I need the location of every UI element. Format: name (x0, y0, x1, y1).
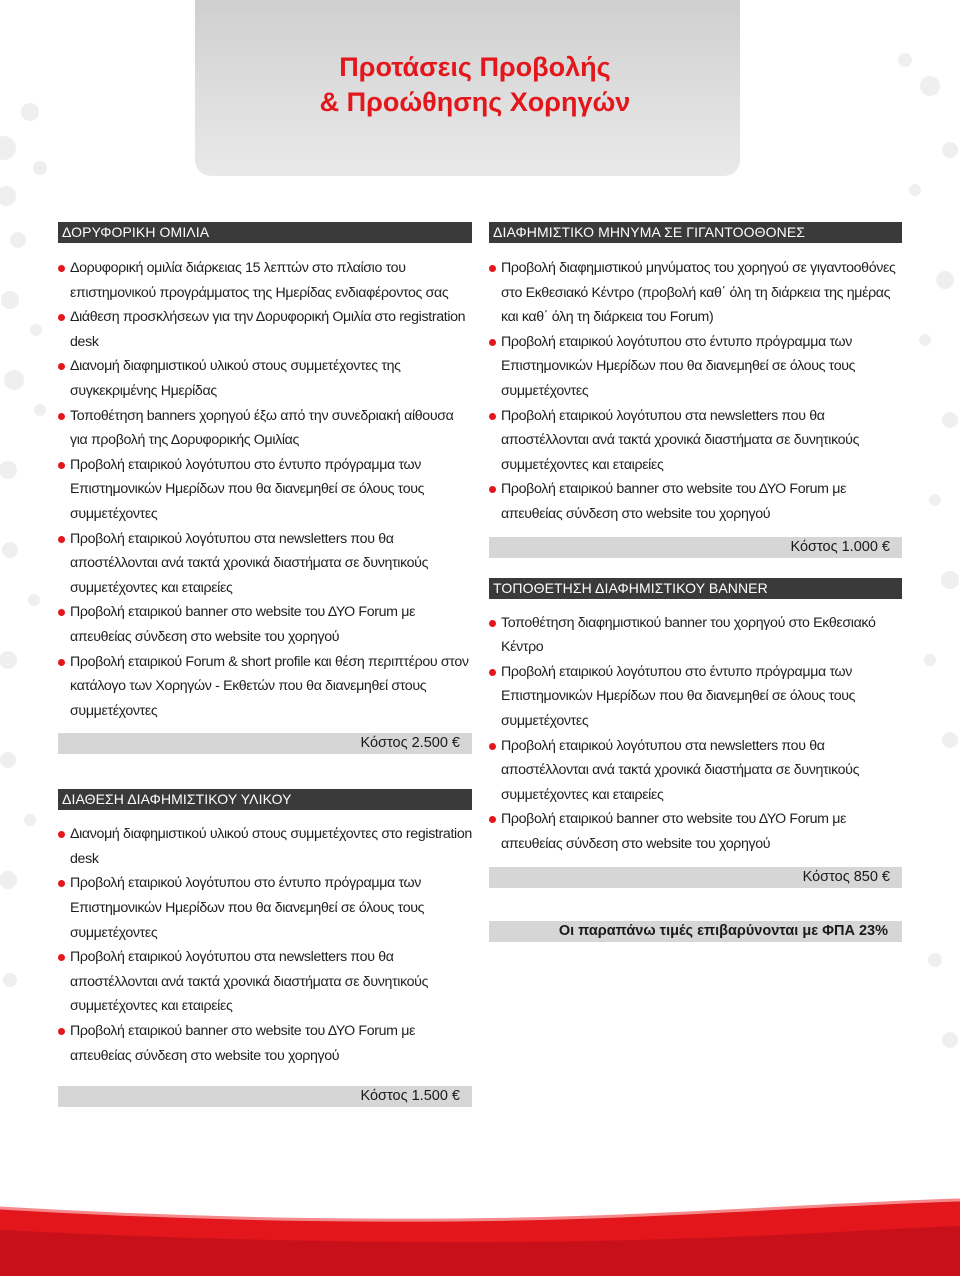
section-satellite-talk (58, 222, 472, 754)
list-item-text: Διάθεση προσκλήσεων για την Δορυφορική Ομιλία στο registration desk (70, 309, 466, 350)
page-title-line-1: Προτάσεις Προβολής (339, 52, 611, 82)
bullet-icon (58, 609, 65, 616)
list-item (58, 305, 472, 354)
bullet-icon (58, 536, 65, 543)
list-item-text: Προβολή εταιρικού λογότυπου στο έντυπο πρόγραμμα των Επιστημονικών Ημερίδων που θα διανεμηθεί σε όλους τους συμμετέχοντες (70, 456, 425, 522)
list-item (58, 404, 472, 453)
section-giant-screens (489, 222, 902, 558)
cost-label: Κόστος 1.500 € (58, 1086, 472, 1107)
list-item-text: Προβολή εταιρικού λογότυπου στο έντυπο πρόγραμμα των Επιστημονικών Ημερίδων που θα διανεμηθεί σε όλους τους συμμετέχοντες (501, 663, 856, 729)
list-item (489, 477, 902, 526)
list-item (489, 256, 902, 330)
list-item (58, 650, 472, 724)
list-item-text: Προβολή εταιρικού banner στο website του ΔΥΟ Forum με απευθείας σύνδεση στο website του χορηγού (501, 481, 847, 522)
cost-label: Κόστος 1.000 € (489, 537, 902, 558)
list-item-text: Προβολή εταιρικού λογότυπου στο έντυπο πρόγραμμα των Επιστημονικών Ημερίδων που θα διανεμηθεί σε όλους τους συμμετέχοντες (501, 333, 856, 399)
list-item-text: Προβολή εταιρικού banner στο website του ΔΥΟ Forum με απευθείας σύνδεση στο website του χορηγού (70, 1023, 416, 1064)
cost-label: Κόστος 850 € (489, 867, 902, 888)
list-item-text: Προβολή εταιρικού banner στο website του ΔΥΟ Forum με απευθείας σύνδεση στο website του χορηγού (70, 604, 416, 645)
bullet-icon (58, 413, 65, 420)
list-item (58, 1019, 472, 1068)
vat-note: Οι παραπάνω τιμές επιβαρύνονται με ΦΠΑ 23% (489, 921, 902, 942)
bullet-icon (58, 954, 65, 961)
bullet-icon (58, 831, 65, 838)
item-list (489, 256, 902, 527)
list-item-text: Δορυφορική ομιλία διάρκειας 15 λεπτών στο πλαίσιο του επιστημονικού προγράμματος της Ημερίδας ενδιαφέροντος σας (70, 260, 449, 301)
bullet-icon (489, 743, 496, 750)
item-list (58, 822, 472, 1068)
list-item-text: Προβολή διαφημιστικού μηνύματος του χορηγού σε γιγαντοοθόνες στο Εκθεσιακό Κέντρο (προβολή καθ΄ όλη τη διάρκεια της ημέρας και καθ΄ όλη τη διάρκεια του Forum) (501, 260, 896, 326)
bullet-icon (58, 1028, 65, 1035)
bullet-icon (489, 265, 496, 272)
section-banner-placement (489, 578, 902, 889)
list-item (489, 660, 902, 734)
right-column (489, 222, 902, 942)
section-promo-material (58, 789, 472, 1107)
list-item (489, 330, 902, 404)
list-item-text: Προβολή εταιρικού λογότυπου στα newsletters που θα αποστέλλονται ανά τακτά χρονικά διαστήματα σε δυνητικούς συμμετέχοντες και εταιρείες (501, 407, 860, 473)
bullet-icon (58, 659, 65, 666)
list-item (489, 611, 902, 660)
list-item (58, 871, 472, 945)
list-item (58, 453, 472, 527)
bullet-icon (58, 880, 65, 887)
bullet-icon (489, 486, 496, 493)
list-item-text: Τοποθέτηση διαφημιστικού banner του χορηγού στο Εκθεσιακό Κέντρο (501, 614, 876, 656)
list-item-text: Τοποθέτηση banners χορηγού έξω από την συνεδριακή αίθουσα για προβολή της Δορυφορικής Ομιλίας (70, 407, 454, 449)
list-item-text: Προβολή εταιρικού λογότυπου στα newsletters που θα αποστέλλονται ανά τακτά χρονικά διαστήματα σε δυνητικούς συμμετέχοντες και εταιρείες (501, 737, 860, 803)
bullet-icon (489, 669, 496, 676)
list-item (58, 945, 472, 1019)
list-item (58, 354, 472, 403)
section-header: ΔΙΑΦΗΜΙΣΤΙΚΟ ΜΗΝΥΜΑ ΣΕ ΓΙΓΑΝΤΟΟΘΟΝΕΣ (489, 222, 902, 243)
bullet-icon (58, 363, 65, 370)
bullet-icon (58, 265, 65, 272)
bottom-wave-decoration (0, 1180, 960, 1276)
list-item-text: Προβολή εταιρικού Forum & short profile και θέση περιπτέρου στον κατάλογο των Χορηγών - Εκθετών που θα διανεμηθεί στους συμμετέχοντες (70, 653, 469, 719)
bullet-icon (489, 620, 496, 627)
list-item-text: Προβολή εταιρικού λογότυπου στα newsletters που θα αποστέλλονται ανά τακτά χρονικά διαστήματα σε δυνητικούς συμμετέχοντες και εταιρείες (70, 530, 429, 596)
left-column (58, 222, 472, 1107)
list-item (489, 734, 902, 808)
list-item (489, 404, 902, 478)
bullet-icon (58, 314, 65, 321)
list-item (58, 256, 472, 305)
list-item-text: Διανομή διαφημιστικού υλικού στους συμμετέχοντες της συγκεκριμένης Ημερίδας (70, 358, 401, 399)
cost-label: Κόστος 2.500 € (58, 733, 472, 754)
bullet-icon (58, 462, 65, 469)
list-item (58, 600, 472, 649)
section-header: ΔΟΡΥΦΟΡΙΚΗ ΟΜΙΛΙΑ (58, 222, 472, 243)
list-item-text: Προβολή εταιρικού λογότυπου στο έντυπο πρόγραμμα των Επιστημονικών Ημερίδων που θα διανεμηθεί σε όλους τους συμμετέχοντες (70, 875, 425, 941)
list-item-text: Προβολή εταιρικού banner στο website του ΔΥΟ Forum με απευθείας σύνδεση στο website του χορηγού (501, 811, 847, 852)
list-item (489, 807, 902, 856)
section-header: ΔΙΑΘΕΣΗ ΔΙΑΦΗΜΙΣΤΙΚΟΥ ΥΛΙΚΟΥ (58, 789, 472, 810)
list-item-text: Προβολή εταιρικού λογότυπου στα newsletters που θα αποστέλλονται ανά τακτά χρονικά διαστήματα σε δυνητικούς συμμετέχοντες και εταιρείες (70, 949, 429, 1015)
page-title-line-2: & Προώθησης Χορηγών (319, 87, 631, 117)
bullet-icon (489, 816, 496, 823)
item-list (58, 256, 472, 723)
list-item-text: Διανομή διαφημιστικού υλικού στους συμμετέχοντες στο registration desk (70, 826, 472, 867)
item-list (489, 611, 902, 857)
list-item (58, 822, 472, 871)
bullet-icon (489, 413, 496, 420)
list-item (58, 527, 472, 601)
bullet-icon (489, 339, 496, 346)
section-header: ΤΟΠΟΘΕΤΗΣΗ ΔΙΑΦΗΜΙΣΤΙΚΟΥ BANNER (489, 578, 902, 599)
page-title (195, 50, 755, 120)
